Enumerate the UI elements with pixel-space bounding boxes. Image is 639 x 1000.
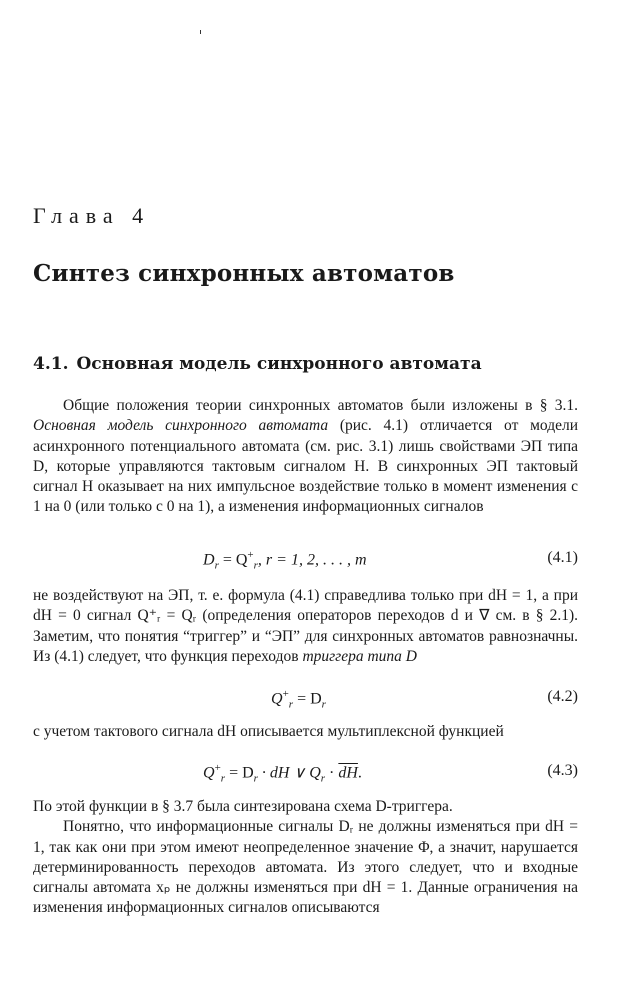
paragraph-2-text: не воздействуют на ЭП, т. е. формула (4.1) справедлива только при dH = 1, а при dH = 0 сигнал Q⁺ᵣ = Qᵣ (определения операторов переходов d и ∇ см. в § 2.1). Заметим, что понятия “триггер” и “ЭП” для синхронных автоматов равнозначны. Из (4.1) следует, что функция переходов [33,587,578,665]
paragraph-1-part2: (рис. 4.1) отличается от модели асинхронного потенциального автомата (см. рис. 3.1) лишь свойствами ЭП типа D, которые управляются тактовым сигналом H. В синхронных ЭП тактовый сигнал H оказывает на них импульсное воздействие только в момент изменения с 1 на 0 (или только с 0 на 1), а изменения информационных сигналов [33,417,579,516]
paragraph-2 [33,586,578,667]
paragraph-4 [33,797,578,919]
section-title: Основная модель синхронного автомата [76,354,482,374]
equation-4-3-number: (4.3) [547,762,578,779]
paragraph-1-emphasis: Основная модель синхронного автомата [33,417,329,435]
paragraph-2-emphasis: триггера типа D [302,647,417,665]
paragraph-3 [33,722,578,742]
chapter-label: Глава 4 [33,203,151,228]
paragraph-3-text: с учетом тактового сигнала dH описывается мультиплексной функцией [33,723,504,740]
equation-4-2 [33,688,578,712]
paragraph-4-line1: По этой функции в § 3.7 была синтезирована схема D-триггера. [33,798,453,815]
equation-4-1-number: (4.1) [547,549,578,566]
paragraph-1 [33,396,578,518]
section-number: 4.1. [33,354,69,374]
equation-4-3 [33,762,578,786]
equation-4-2-formula: $Q^+_r = D_r$ [271,688,326,711]
print-speck [200,30,201,34]
section-heading [33,354,482,374]
chapter-title: Синтез синхронных автоматов [33,260,455,287]
equation-4-3-formula: $Q^+_r = D_r$ · dH ∨ $Q_r \cdot \overline{dH}$. [203,762,362,785]
paragraph-1-part1: Общие положения теории синхронных автоматов были изложены в § 3.1. [63,397,578,414]
equation-4-2-number: (4.2) [547,688,578,705]
paragraph-4-line2: Понятно, что информационные сигналы Dᵣ не должны изменяться при dH = 1, так как они при этом имеют неопределенное значение Φ, а значит, нарушается детерминированность переходов автомата. Из этого следует, что и входные сигналы автомата xₚ не должны изменяться при dH = 1. Данные ограничения на изменения информационных сигналов описываются [33,818,578,917]
equation-4-1 [33,549,578,573]
equation-4-1-formula: $D_r = Q^+_r$, r = 1, 2, . . . , m [203,549,367,572]
